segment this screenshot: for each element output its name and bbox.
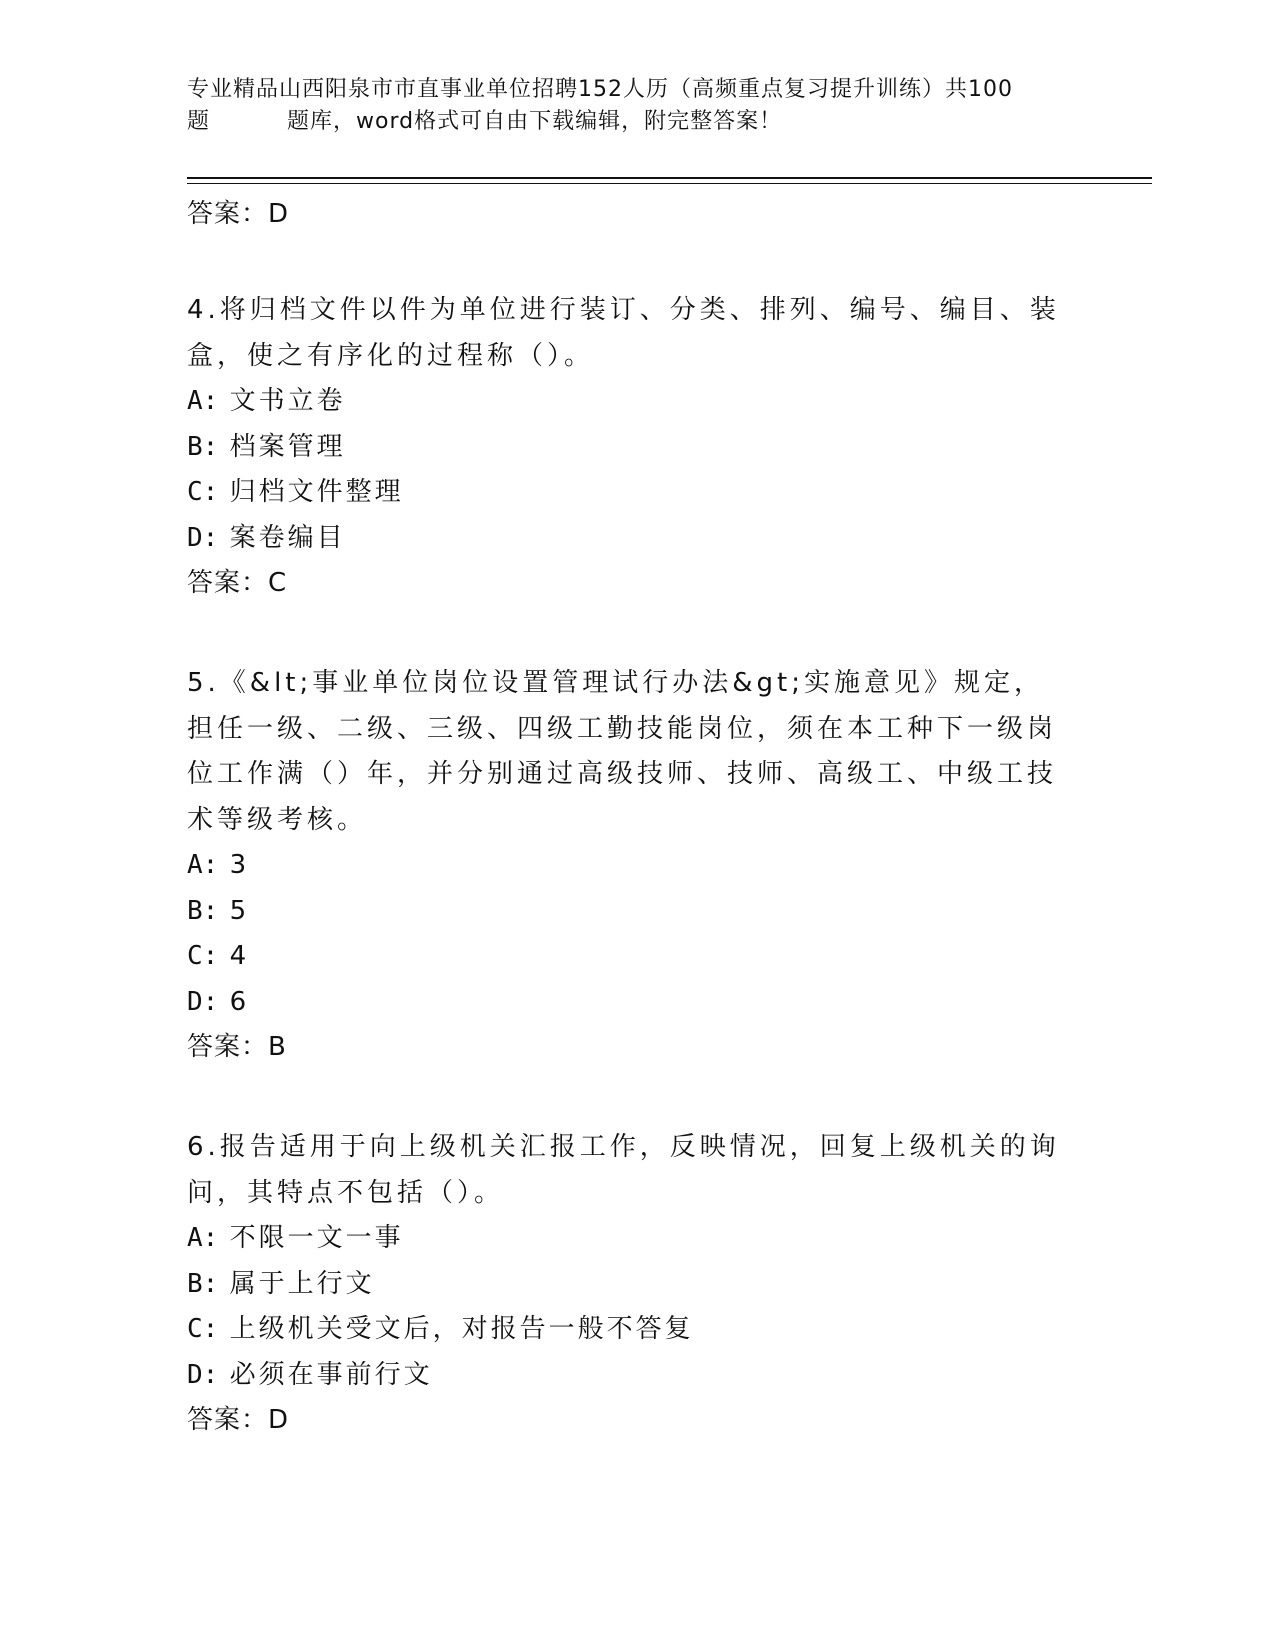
question-4 — [187, 288, 1067, 605]
option-text: 归档文件整理 — [229, 477, 404, 507]
option-text: 5 — [229, 895, 250, 926]
option-text: 属于上行文 — [229, 1268, 375, 1299]
document-header — [187, 74, 1087, 138]
option-c — [187, 1307, 1067, 1353]
option-a — [187, 843, 1067, 889]
option-b — [187, 1262, 1067, 1308]
option-letter: C: — [187, 941, 219, 971]
answer-label: 答案：C — [187, 568, 288, 598]
question-text: 6.报告适用于向上级机关汇报工作，反映情况，回复上级机关的询问，其特点不包括（）。 — [187, 1132, 1060, 1208]
header-title-line2 — [187, 106, 1087, 138]
header-title-line1: 专业精品山西阳泉市市直事业单位招聘152人历（高频重点复习提升训练）共100 — [187, 77, 1013, 102]
option-text: 3 — [229, 850, 250, 880]
option-letter: D: — [187, 522, 219, 553]
option-d — [187, 980, 1067, 1026]
option-letter: B: — [187, 895, 219, 926]
option-text: 上级机关受文后，对报告一般不答复 — [229, 1314, 694, 1344]
option-text: 必须在事前行文 — [229, 1359, 433, 1390]
option-d — [187, 516, 1067, 562]
option-b — [187, 425, 1067, 471]
header-divider-thick — [187, 177, 1152, 179]
option-text: 不限一文一事 — [229, 1223, 404, 1253]
option-text: 4 — [229, 941, 250, 971]
option-letter: A: — [187, 1223, 219, 1253]
question-text: 5.《&lt;事业单位岗位设置管理试行办法&gt;实施意见》规定，担任一级、二级、三级、四级工勤技能岗位，须在本工种下一级岗位工作满（）年，并分别通过高级技师、技师、高级工、中级工技术等级考核。 — [187, 668, 1058, 835]
option-letter: C: — [187, 1314, 219, 1344]
answer-label: 答案：D — [187, 1405, 290, 1435]
option-letter: A: — [187, 850, 219, 880]
option-text: 档案管理 — [229, 431, 346, 462]
option-c — [187, 470, 1067, 516]
option-letter: C: — [187, 477, 219, 507]
header-line2-right: 题库，word格式可自由下载编辑，附完整答案！ — [287, 109, 783, 134]
option-d — [187, 1353, 1067, 1399]
option-letter: A: — [187, 386, 219, 416]
option-b — [187, 889, 1067, 935]
question-text: 4.将归档文件以件为单位进行装订、分类、排列、编号、编目、装盒，使之有序化的过程称（）。 — [187, 295, 1060, 371]
question-5 — [187, 661, 1067, 1069]
option-letter: D: — [187, 1359, 219, 1390]
option-a — [187, 1216, 1067, 1262]
option-text: 6 — [229, 986, 250, 1017]
header-divider-thin — [187, 183, 1152, 184]
answer-label: 答案：B — [187, 1032, 287, 1062]
question-6 — [187, 1125, 1067, 1442]
option-a — [187, 379, 1067, 425]
option-c — [187, 934, 1067, 980]
option-letter: B: — [187, 431, 219, 462]
option-letter: B: — [187, 1268, 219, 1299]
previous-answer: 答案：D — [187, 199, 290, 229]
option-letter: D: — [187, 986, 219, 1017]
document-body — [187, 192, 1067, 1442]
header-line2-left: 题 — [187, 109, 211, 134]
option-text: 文书立卷 — [229, 386, 346, 416]
option-text: 案卷编目 — [229, 522, 346, 553]
